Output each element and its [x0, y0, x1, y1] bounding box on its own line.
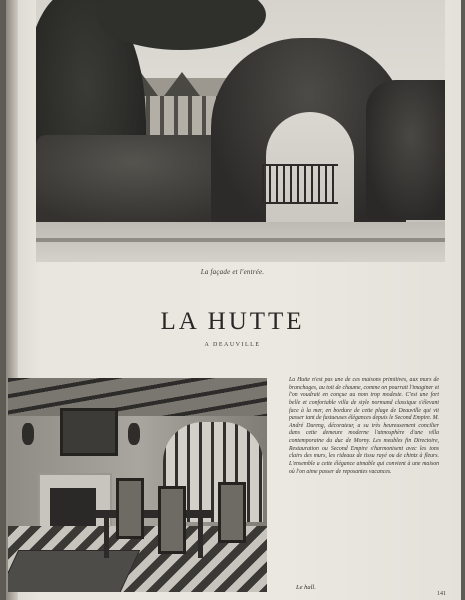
chair-illustration [116, 478, 144, 539]
table-illustration [94, 510, 214, 518]
article-title: LA HUTTE [160, 308, 305, 335]
page-number: 141 [437, 591, 446, 597]
painting-illustration [60, 408, 118, 456]
sconce-illustration [22, 423, 34, 445]
hall-photo [8, 378, 267, 592]
facade-photo [36, 0, 445, 262]
sconce-illustration [128, 423, 140, 445]
rug-illustration [8, 550, 140, 592]
hall-caption: Le hall. [296, 584, 316, 591]
facade-caption: La façade et l'entrée. [200, 268, 265, 276]
road-illustration [36, 222, 445, 262]
article-subtitle: A DEAUVILLE [204, 342, 261, 348]
article-body: La Hutte n'est pas une de ces maisons primitives, aux murs de branchages, au toit de chaume, comme on pourrait l'imaginer et l'on voudrait en conçue au nom trop modeste. C'est une fort belle et confortable villa de style normand classique s'élevant face à la mer, en bordure de cette plage de Deauville qui vit passer tant de fastueuses élégances depuis le Second Empire. M. André Dureng, décorateur, a su très heureusement concilier dans cette demeure moderne l'atmosphère d'une villa contemporaine du duc de Morny. Les meubles fin Directoire, Restauration ou Second Empire s'harmonisent avec les tons clairs des murs, les rideaux de tissu rayé ou de chintz à fleurs. L'ensemble a cette élégance aimable qui convient à une maison où l'on aime passer de reposantes vacances. [289, 377, 439, 475]
chair-illustration [218, 482, 246, 543]
gate-illustration [262, 164, 338, 204]
chair-illustration [158, 486, 186, 554]
beamed-ceiling-illustration [8, 378, 267, 416]
